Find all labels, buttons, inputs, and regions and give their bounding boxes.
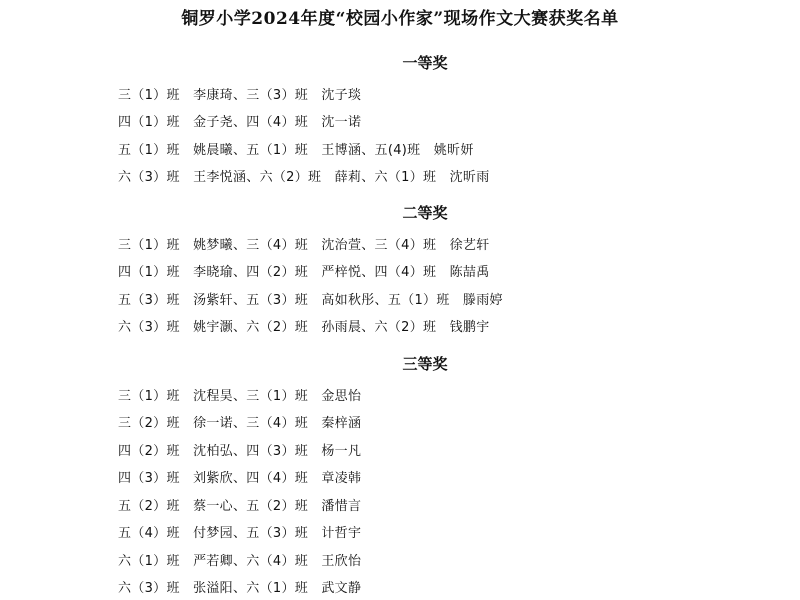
list-item: 六（3）班 姚宇灏、六（2）班 孙雨晨、六（2）班 钱鹏宇 [118, 320, 490, 335]
list-item: 四（1）班 金子尧、四（4）班 沈一诺 [118, 115, 362, 130]
list-item: 五（2）班 蔡一心、五（2）班 潘惜言 [118, 499, 362, 514]
section-heading-first-prize: 一等奖 [402, 54, 448, 72]
list-item: 三（1）班 李康琦、三（3）班 沈子琰 [118, 88, 362, 103]
list-item: 三（2）班 徐一诺、三（4）班 秦梓涵 [118, 416, 362, 431]
list-item: 六（3）班 张溢阳、六（1）班 武文静 [118, 581, 362, 596]
list-item: 三（1）班 姚梦曦、三（4）班 沈治萱、三（4）班 徐艺轩 [118, 238, 490, 253]
list-item: 五（4）班 付梦园、五（3）班 计哲宇 [118, 526, 362, 541]
section-heading-second-prize: 二等奖 [402, 204, 448, 222]
list-item: 六（3）班 王李悦涵、六（2）班 薛莉、六（1）班 沈昕雨 [118, 170, 490, 185]
list-item: 四（3）班 刘紫欣、四（4）班 章凌韩 [118, 471, 362, 486]
list-item: 六（1）班 严若卿、六（4）班 王欣怡 [118, 554, 362, 569]
section-heading-third-prize: 三等奖 [402, 355, 448, 373]
list-item: 四（1）班 李晓瑜、四（2）班 严梓悦、四（4）班 陈喆禹 [118, 265, 490, 280]
list-item: 五（3）班 汤紫轩、五（3）班 高如秋彤、五（1）班 滕雨婷 [118, 293, 503, 308]
list-item: 三（1）班 沈程昊、三（1）班 金思怡 [118, 389, 362, 404]
list-item: 五（1）班 姚晨曦、五（1）班 王博涵、五(4)班 姚昕妍 [118, 143, 474, 158]
list-item: 四（2）班 沈柏弘、四（3）班 杨一凡 [118, 444, 362, 459]
document-title: 铜罗小学2024年度“校园小作家”现场作文大赛获奖名单 [181, 9, 619, 29]
